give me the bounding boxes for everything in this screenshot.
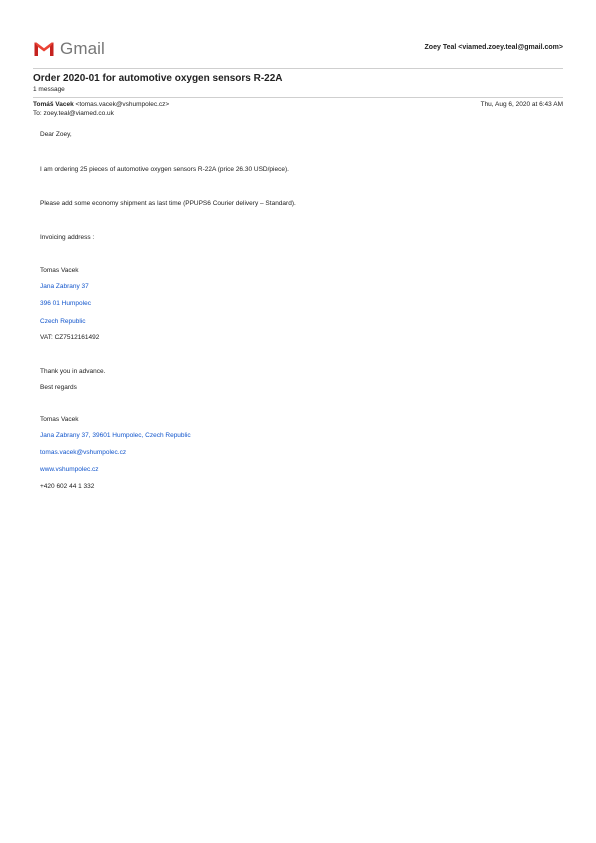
signature-phone: +420 602 44 1 332 — [40, 483, 95, 490]
regards-line: Best regards — [40, 384, 77, 391]
sender-line — [33, 101, 169, 108]
email-subject: Order 2020-01 for automotive oxygen sensors R-22A — [33, 73, 283, 84]
email-date: Thu, Aug 6, 2020 at 6:43 AM — [480, 101, 563, 108]
vat-number: VAT: CZ7512161492 — [40, 334, 100, 341]
gmail-envelope-icon — [33, 41, 55, 57]
message-count: 1 message — [33, 86, 65, 93]
recipient-line: To: zoey.teal@viamed.co.uk — [33, 110, 114, 117]
greeting: Dear Zoey, — [40, 131, 72, 138]
thread-divider — [33, 97, 563, 98]
invoicing-label: Invoicing address : — [40, 234, 95, 241]
sender-name: Tomáš Vacek — [33, 101, 74, 108]
signature-email-link[interactable]: tomas.vacek@vshumpolec.cz — [40, 449, 127, 456]
gmail-header — [33, 38, 563, 68]
signature-address-link[interactable]: Jana Zabrany 37, 39601 Humpolec, Czech Republic — [40, 432, 191, 439]
shipping-line: Please add some economy shipment as last time (PPUPS6 Courier delivery – Standard). — [40, 200, 296, 207]
address-city-link[interactable]: 396 01 Humpolec — [40, 300, 91, 307]
gmail-logo-text: Gmail — [60, 39, 105, 58]
header-divider — [33, 68, 563, 69]
gmail-logo — [33, 39, 105, 59]
thanks-line: Thank you in advance. — [40, 368, 106, 375]
sender-email: <tomas.vacek@vshumpolec.cz> — [75, 101, 170, 108]
signature-web-link[interactable]: www.vshumpolec.cz — [40, 466, 99, 473]
address-country-link[interactable]: Czech Republic — [40, 318, 86, 325]
address-name: Tomas Vacek — [40, 267, 79, 274]
signature-name: Tomas Vacek — [40, 416, 79, 423]
order-line: I am ordering 25 pieces of automotive oxygen sensors R-22A (price 26.30 USD/piece). — [40, 166, 289, 173]
address-street-link[interactable]: Jana Zabrany 37 — [40, 283, 89, 290]
account-identity: Zoey Teal <viamed.zoey.teal@gmail.com> — [424, 44, 563, 51]
